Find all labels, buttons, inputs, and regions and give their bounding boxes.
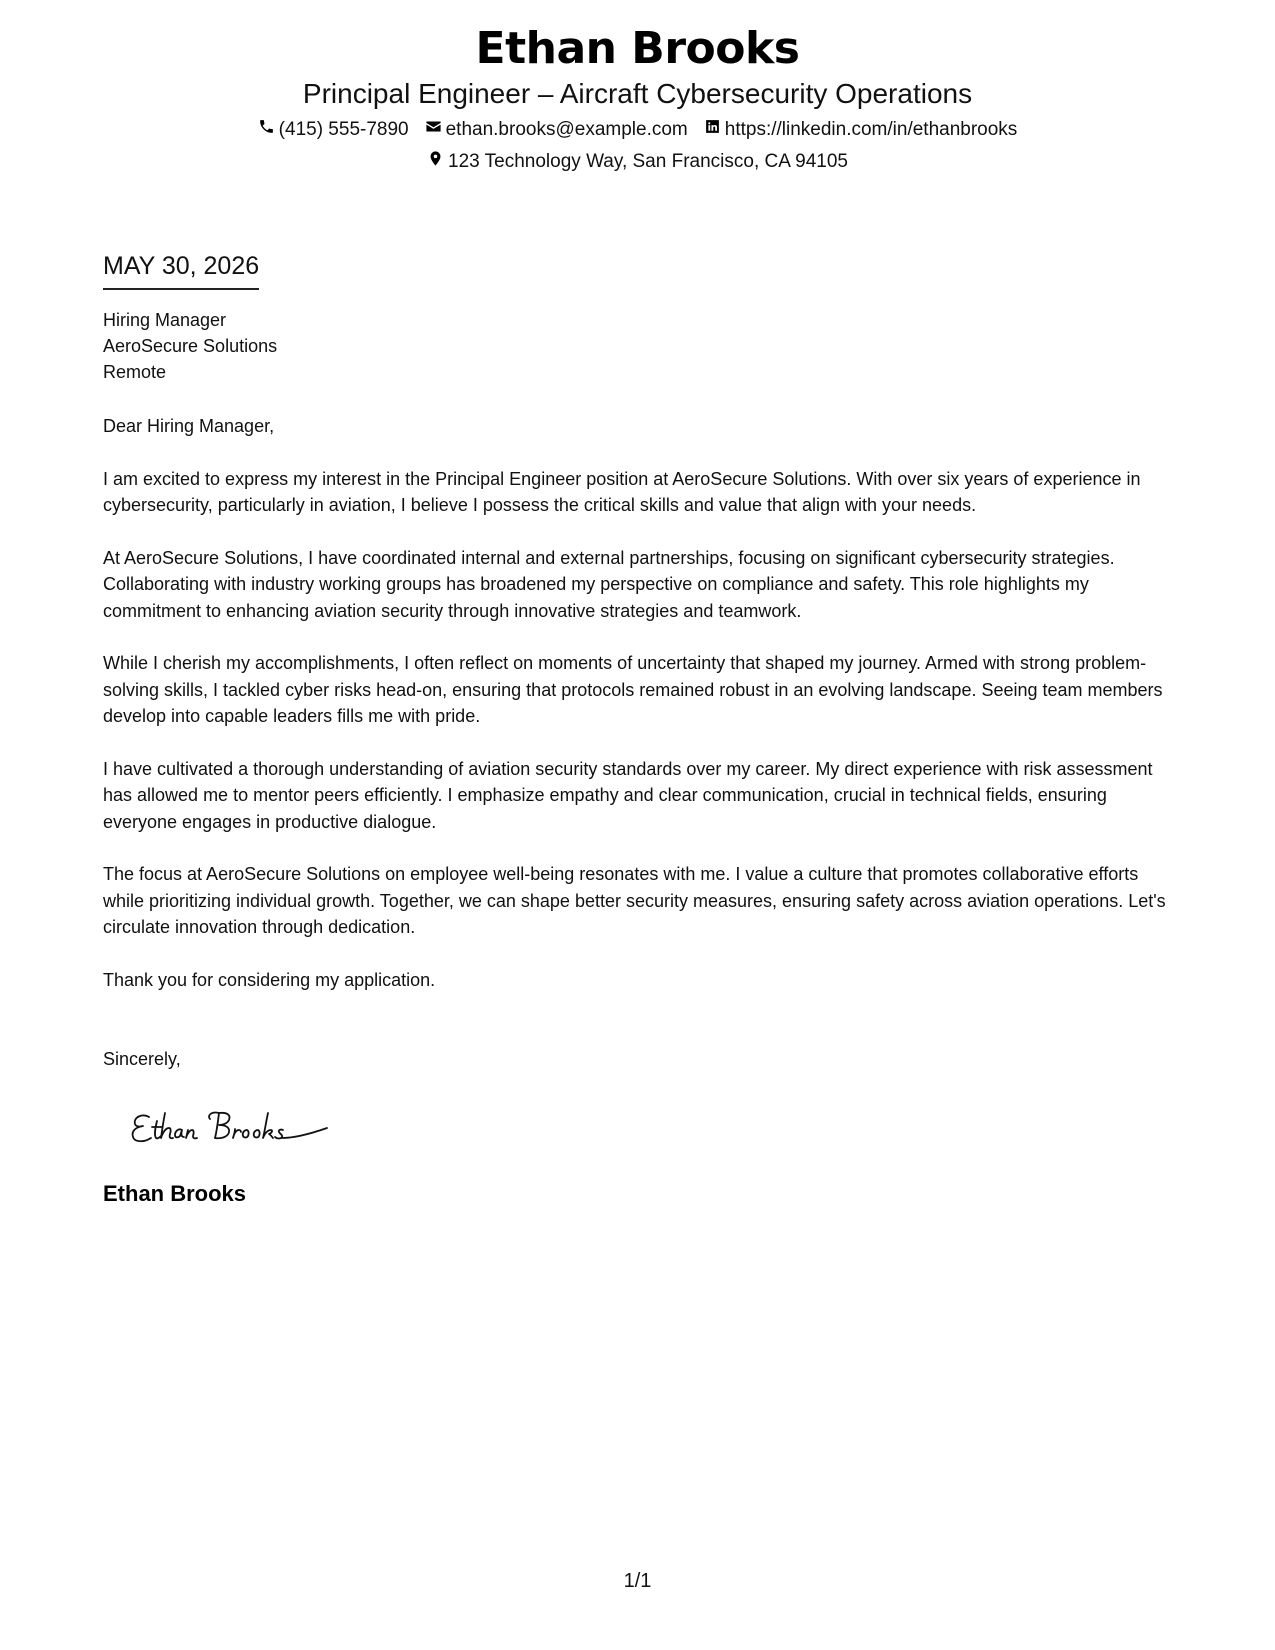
applicant-name: Ethan Brooks <box>475 23 800 74</box>
letter-header <box>0 0 1275 175</box>
address-row <box>0 149 1275 175</box>
signer-name: Ethan Brooks <box>103 1180 247 1206</box>
body-paragraph: I am excited to express my interest in the Principal Engineer position at AeroSecure Solutions. With over six years of experience in cybersecurity, particularly in aviation, I believe I possess the critical skills and value that align with your needs. <box>103 468 1141 515</box>
contact-row <box>0 117 1275 143</box>
email-link[interactable]: ethan.brooks@example.com <box>445 119 688 140</box>
body-paragraph: While I cherish my accomplishments, I often reflect on moments of uncertainty that shaped my journey. Armed with strong problem-solving skills, I tackled cyber risks head-on, ensuring that protocols remained robust in an evolving landscape. Seeing team members develop into capable leaders fills me with pride. <box>103 653 1163 726</box>
linkedin-icon <box>704 117 725 143</box>
recipient-line: Hiring Manager <box>103 310 227 330</box>
recipient-line: Remote <box>103 362 167 382</box>
phone-number: (415) 555-7890 <box>278 119 409 140</box>
address-text: 123 Technology Way, San Francisco, CA 94105 <box>448 151 848 172</box>
phone-icon <box>258 117 279 143</box>
recipient-line: AeroSecure Solutions <box>103 336 278 356</box>
applicant-title: Principal Engineer – Aircraft Cybersecurity Operations <box>302 78 973 109</box>
body-paragraph: The focus at AeroSecure Solutions on employee well-being resonates with me. I value a culture that promotes collaborative efforts while prioritizing individual growth. Together, we can shape better security measures, ensuring safety across aviation operations. Let's circulate innovation through dedication. <box>103 864 1166 937</box>
contact-email[interactable] <box>425 117 688 143</box>
salutation: Dear Hiring Manager, <box>103 416 275 436</box>
handwritten-signature <box>127 1103 347 1151</box>
letter-date: MAY 30, 2026 <box>103 250 259 290</box>
recipient-block <box>103 307 1173 385</box>
body-paragraph: At AeroSecure Solutions, I have coordinated internal and external partnerships, focusing on significant cybersecurity strategies. Collaborating with industry working groups has broadened my perspective on compliance and safety. This role highlights my commitment to enhancing aviation security through innovative strategies and teamwork. <box>103 547 1115 621</box>
page-number: 1/1 <box>623 1570 652 1592</box>
map-pin-icon <box>427 149 448 175</box>
envelope-icon <box>425 117 446 143</box>
letter-body <box>103 250 1173 1207</box>
contact-phone <box>258 117 409 143</box>
closing: Sincerely, <box>103 1049 181 1069</box>
contact-linkedin[interactable] <box>704 117 1018 143</box>
contact-address <box>427 149 848 175</box>
body-paragraph: I have cultivated a thorough understanding of aviation security standards over my career. My direct experience with risk assessment has allowed me to mentor peers efficiently. I emphasize empathy and clear communication, crucial in technical fields, ensuring everyone engages in productive dialogue. <box>103 758 1153 832</box>
linkedin-link[interactable]: https://linkedin.com/in/ethanbrooks <box>724 119 1018 140</box>
body-paragraph: Thank you for considering my application. <box>103 969 436 990</box>
